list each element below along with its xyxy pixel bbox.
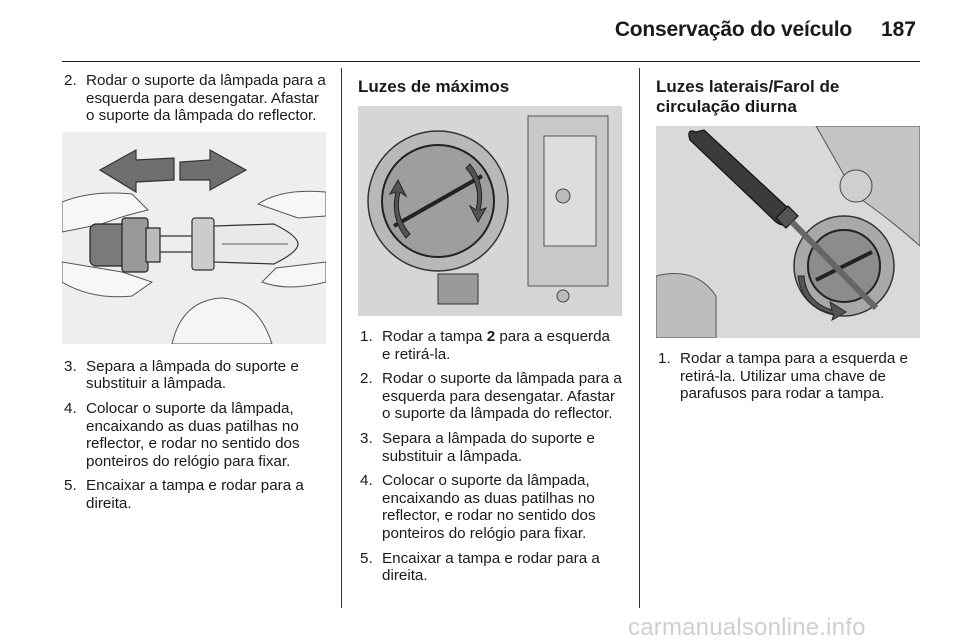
step-text: Colocar o suporte da lâmpada, encaixando as duas patilhas no reflector, e rodar no sentido dos ponteiros do relógio para fixar.	[382, 472, 596, 542]
step-number: 4.	[360, 472, 373, 490]
step-text: Rodar o suporte da lâmpada para a esquerda para desengatar. Afastar o suporte da lâmpada do reflector.	[382, 370, 622, 423]
list-item	[656, 350, 922, 403]
column-divider	[341, 68, 342, 608]
step-list	[62, 72, 326, 125]
column-right	[656, 72, 922, 410]
page-header-title: Conservação do veículo	[614, 18, 852, 41]
list-item	[358, 550, 622, 585]
step-text: Separa a lâmpada do suporte e substituir a lâmpada.	[382, 429, 595, 465]
step-text	[382, 328, 610, 363]
step-text: Separa a lâmpada do suporte e substituir a lâmpada.	[86, 357, 299, 393]
step-number: 2.	[360, 370, 373, 388]
reference-number: 2	[486, 328, 496, 345]
step-text: Rodar o suporte da lâmpada para a esquerda para desengatar. Afastar o suporte da lâmpada do reflector.	[86, 72, 326, 125]
step-list	[656, 350, 922, 403]
section-title-side-lights: Luzes laterais/Farol de circulação diurna	[656, 77, 840, 116]
step-number: 4.	[64, 399, 77, 417]
list-item	[358, 328, 622, 363]
header-divider	[62, 61, 920, 62]
list-item	[358, 472, 622, 542]
step-list	[358, 328, 622, 585]
column-divider	[639, 68, 640, 608]
step-number: 1.	[360, 328, 373, 345]
list-item	[62, 477, 326, 512]
watermark: carmanualsonline.info	[628, 614, 866, 641]
column-left	[62, 72, 326, 520]
step-text: Rodar a tampa para a esquerda e retirá-la. Utilizar uma chave de parafusos para rodar a tampa.	[680, 350, 908, 403]
step-text: Encaixar a tampa e rodar para a direita.	[86, 477, 304, 512]
list-item	[62, 72, 326, 125]
headlamp-cover-rotation-illustration	[358, 106, 622, 316]
screwdriver-cover-rotation-illustration	[656, 126, 920, 338]
step-text-part: para a esquerda e retirá-la.	[382, 328, 610, 363]
step-number: 3.	[64, 357, 77, 375]
bulb-holder-removal-illustration	[62, 132, 326, 344]
step-number: 1.	[658, 350, 671, 367]
page-number: 187	[880, 18, 916, 41]
column-middle	[358, 72, 622, 592]
step-text: Colocar o suporte da lâmpada, encaixando as duas patilhas no reflector, e rodar no sentido dos ponteiros do relógio para fixar.	[86, 399, 300, 470]
step-list	[62, 358, 326, 513]
list-item	[358, 430, 622, 465]
list-item	[62, 358, 326, 393]
step-text-part: Rodar a tampa	[382, 328, 487, 345]
step-number: 3.	[360, 429, 373, 447]
list-item	[358, 370, 622, 423]
step-number: 5.	[360, 549, 373, 567]
step-text: Encaixar a tampa e rodar para a direita.	[382, 549, 600, 585]
section-title-high-beam: Luzes de máximos	[358, 77, 510, 96]
list-item	[62, 400, 326, 470]
step-number: 2.	[64, 72, 77, 89]
step-number: 5.	[64, 477, 77, 495]
